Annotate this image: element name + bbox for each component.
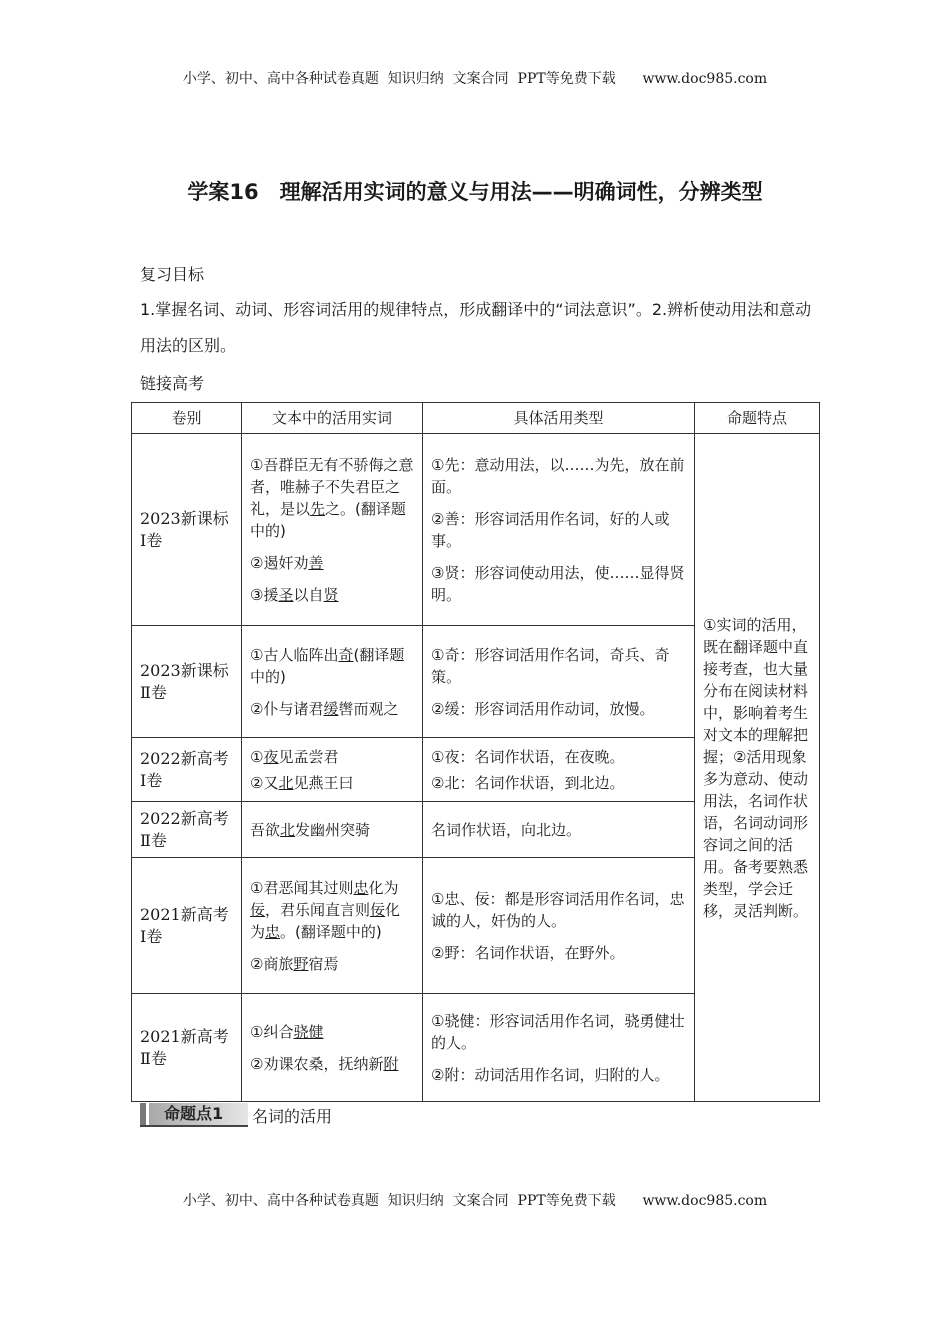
volume-cell: 2023新课标Ⅱ卷: [132, 626, 242, 738]
type-line: ②善：形容词活用作名词，好的人或事。: [431, 509, 670, 550]
text-line: ③援圣以自贤: [250, 585, 339, 604]
text-line: ①纠合骁健: [250, 1022, 324, 1041]
volume-cell: 2022新高考Ⅱ卷: [132, 802, 242, 858]
text-line: ①君恶闻其过则忠化为佞，君乐闻直言则佞化为忠。(翻译题中的): [250, 878, 401, 941]
type-cell: [423, 802, 695, 858]
topic-tag-badge: [140, 1103, 248, 1127]
text-line: ①古人临阵出奇(翻译题中的): [250, 645, 405, 686]
text-line: ②劝课农桑，抚纳新附: [250, 1054, 399, 1073]
volume-cell: 2021新高考Ⅰ卷: [132, 858, 242, 994]
topic-tag: [140, 1104, 332, 1126]
type-line: ②缓：形容词活用作动词，放慢。: [431, 699, 655, 718]
review-goals: 1.掌握名词、动词、形容词活用的规律特点，形成翻译中的“词法意识”。2.辨析使动用法和意动用法的区别。: [140, 300, 812, 355]
type-line: ①夜：名词作状语，在夜晚。: [431, 747, 625, 766]
text-cell: [242, 626, 423, 738]
type-cell: [423, 434, 695, 626]
topic-tag-text: 名词的活用: [252, 1106, 333, 1126]
type-cell: [423, 738, 695, 802]
text-line: 吾欲北发幽州突骑: [250, 820, 371, 839]
type-line: ①忠、佞：都是形容词活用作名词，忠诚的人，奸伪的人。: [431, 889, 685, 930]
text-cell: [242, 802, 423, 858]
type-line: ③贤：形容词使动用法，使……显得贤明。: [431, 563, 685, 604]
type-line: ②附：动词活用作名词，归附的人。: [431, 1065, 670, 1084]
exam-table: [131, 402, 820, 1102]
review-heading: 复习目标: [140, 265, 205, 284]
header-usage-type: 具体活用类型: [423, 403, 695, 434]
topic-tag-label: 命题点1: [164, 1104, 224, 1123]
text-cell: [242, 858, 423, 994]
type-line: ①骁健：形容词活用作名词，骁勇健壮的人。: [431, 1011, 685, 1052]
volume-cell: 2022新高考Ⅰ卷: [132, 738, 242, 802]
header-feature: 命题特点: [695, 403, 820, 434]
text-line: ②遏奸劝善: [250, 553, 324, 572]
link-heading: 链接高考: [140, 374, 205, 393]
type-cell: [423, 994, 695, 1102]
text-line: ②商旅野宿焉: [250, 954, 339, 973]
table-row: [132, 434, 820, 626]
header-text-words: 文本中的活用实词: [242, 403, 423, 434]
type-line: ①先：意动用法，以……为先，放在前面。: [431, 455, 685, 496]
text-cell: [242, 434, 423, 626]
text-line: ①夜见孟尝君: [250, 747, 339, 766]
page-header: 小学、初中、高中各种试卷真题 知识归纳 文案合同 PPT等免费下载 www.doc985.com: [182, 71, 768, 87]
type-line: 名词作状语，向北边。: [431, 820, 582, 839]
header-volume: 卷别: [132, 403, 242, 434]
type-cell: [423, 626, 695, 738]
text-cell: [242, 994, 423, 1102]
type-cell: [423, 858, 695, 994]
page-footer: 小学、初中、高中各种试卷真题 知识归纳 文案合同 PPT等免费下载 www.doc985.com: [182, 1193, 768, 1209]
volume-cell: 2023新课标Ⅰ卷: [132, 434, 242, 626]
page-title: 学案16 理解活用实词的意义与用法——明确词性，分辨类型: [187, 180, 763, 204]
feature-cell: ①实词的活用，既在翻译题中直接考查，也大量分布在阅读材料中，影响着考生对文本的理解把握；②活用现象多为意动、使动用法，名词作状语，名词动词形容词之间的活用。备考要熟悉类型，学会迁移，灵活判断。: [695, 434, 820, 1102]
text-line: ②仆与诸君缓辔而观之: [250, 699, 399, 718]
type-line: ②野：名词作状语，在野外。: [431, 943, 625, 962]
volume-cell: 2021新高考Ⅱ卷: [132, 994, 242, 1102]
type-line: ②北：名词作状语，到北边。: [431, 773, 625, 792]
type-line: ①奇：形容词活用作名词，奇兵、奇策。: [431, 645, 670, 686]
text-cell: [242, 738, 423, 802]
text-line: ②又北见燕王曰: [250, 773, 354, 792]
table-header-row: [132, 403, 820, 434]
text-line: ①吾群臣无有不骄侮之意者，唯赫子不失君臣之礼，是以先之。(翻译题中的): [250, 455, 414, 540]
